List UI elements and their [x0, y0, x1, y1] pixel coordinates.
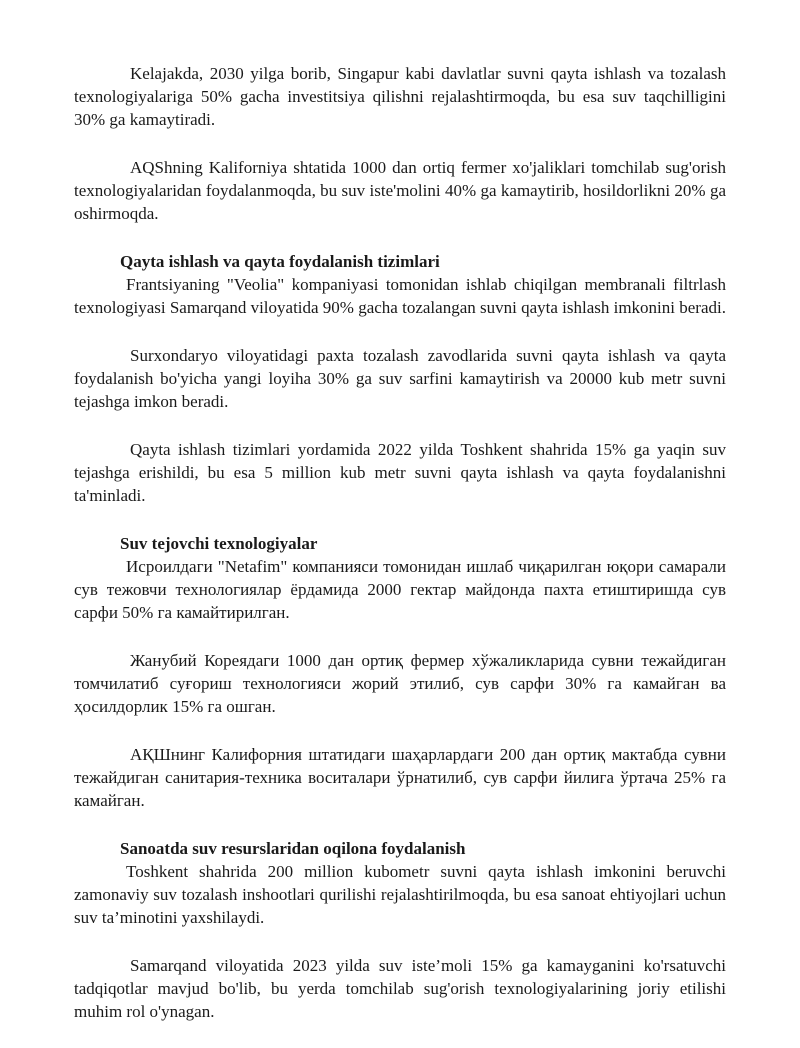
paragraph-california-schools: АҚШнинг Калифорния штатидаги шаҳарлардаги 200 дан ортиқ мактабда сувни тежайдиган санитария-техника воситалари ўрнатилиб, сув сарфи йилига ўртача 25% га камайган. [74, 745, 726, 810]
paragraph-singapore: Kelajakda, 2030 yilga borib, Singapur kabi davlatlar suvni qayta ishlash va tozalash texnologiyalariga 50% gacha investitsiya qilishni rejalashtirmoqda, bu esa suv taqchilligini 30% ga kamaytiradi. [74, 64, 726, 129]
paragraph-south-korea: Жанубий Кореядаги 1000 дан ортиқ фермер хўжаликларида сувни тежайдиган томчилатиб суғориш технологияси жорий этилиб, сув сарфи 30% га камайган ва ҳосилдорлик 15% га ошган. [74, 651, 726, 716]
paragraph-veolia: Frantsiyaning "Veolia" kompaniyasi tomonidan ishlab chiqilgan membranali filtrlash texnologiyasi Samarqand viloyatida 90% gacha tozalangan suvni qayta ishlash imkonini beradi. [74, 275, 726, 317]
section-heading-water-saving: Suv tejovchi texnologiyalar [120, 534, 318, 553]
section-heading-industry: Sanoatda suv resurslaridan oqilona foydalanish [120, 839, 466, 858]
paragraph-california-farms: AQShning Kaliforniya shtatida 1000 dan ortiq fermer xo'jaliklari tomchilab sug'orish texnologiyalaridan foydalanmoqda, bu suv iste'molini 40% ga kamaytirib, hosildorlikni 20% ga oshirmoqda. [74, 158, 726, 223]
paragraph-toshkent-treatment: Toshkent shahrida 200 million kubometr suvni qayta ishlash imkonini beruvchi zamonaviy suv tozalash inshootlari qurilishi rejalashtirilmoqda, bu esa sanoat ehtiyojlari uchun suv ta’minotini yaxshilaydi. [74, 862, 726, 927]
section-heading-recycling: Qayta ishlash va qayta foydalanish tizimlari [120, 252, 440, 271]
paragraph-surxondaryo: Surxondaryo viloyatidagi paxta tozalash zavodlarida suvni qayta ishlash va qayta foydalanish bo'yicha yangi loyiha 30% ga suv sarfini kamaytirish va 20000 kub metr suvni tejashga imkon beradi. [74, 346, 726, 411]
document-page [74, 62, 726, 1048]
paragraph-netafim: Исроилдаги "Netafim" компанияси томонидан ишлаб чиқарилган юқори самарали сув тежовчи технологиялар ёрдамида 2000 гектар майдонда пахта етиштиришда сув сарфи 50% га камайтирилган. [74, 557, 726, 622]
paragraph-samarqand-2023: Samarqand viloyatida 2023 yilda suv iste’moli 15% ga kamayganini ko'rsatuvchi tadqiqotlar mavjud bo'lib, bu yerda tomchilab sug'orish texnologiyalarining joriy etilishi muhim rol o'ynagan. [74, 956, 726, 1021]
paragraph-toshkent-savings: Qayta ishlash tizimlari yordamida 2022 yilda Toshkent shahrida 15% ga yaqin suv tejashga erishildi, bu esa 5 million kub metr suvni qayta ishlash va qayta foydalanishni ta'minladi. [74, 440, 726, 505]
